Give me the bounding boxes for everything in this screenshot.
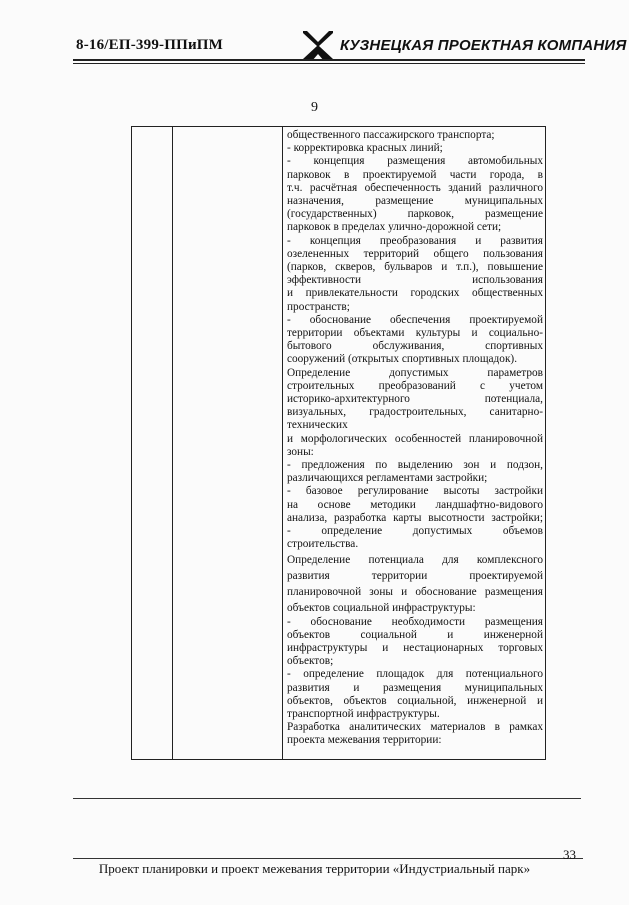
table-text-line: объектов социальной и инженерной — [287, 628, 543, 641]
table-text-line: и морфологических особенностей планировочной — [287, 432, 543, 445]
table-text-line: проекта межевания территории: — [287, 734, 442, 747]
table-text-line: - концепция преобразования и развития — [287, 234, 543, 247]
table-text-line: строительных преобразований с учетом — [287, 379, 543, 392]
header-rule-thin — [73, 63, 585, 64]
column-divider — [282, 127, 283, 759]
table-text-line: строительства. — [287, 538, 359, 551]
table-text-line: инфраструктуры и нестационарных торговых — [287, 641, 543, 654]
table-text-line: назначения, размещение муниципальных — [287, 195, 543, 208]
table-text-line: - корректировка красных линий; — [287, 142, 443, 155]
table-text-line: объектов; — [287, 655, 334, 668]
table-text-line: (парков, скверов, бульваров и т.п.), повышение — [287, 261, 543, 274]
table-text-line: т.ч. расчётная обеспеченность зданий различного — [287, 181, 543, 194]
column-divider — [172, 127, 173, 759]
table-text-line: технических — [287, 419, 348, 432]
table-text-line: пространств; — [287, 300, 350, 313]
table-text-line: эффективности использования — [287, 274, 543, 287]
content-table — [131, 126, 546, 760]
company-logo-icon — [303, 31, 333, 61]
footer-rule-bottom — [73, 858, 583, 859]
sheet-number: 33 — [563, 847, 576, 862]
table-text-line: анализа, разработка карты высотности застройки; — [287, 511, 543, 524]
table-text-line: общественного пассажирского транспорта; — [287, 129, 495, 141]
table-text-line: транспортной инфраструктуры. — [287, 707, 440, 720]
table-text-line: парковок в пределах улично-дорожной сети; — [287, 221, 502, 234]
table-text-line: парковок в проектируемой части города, в — [287, 168, 543, 181]
table-text-line: на основе методики ландшафтно-видового — [287, 498, 543, 511]
document-code: 8-16/ЕП-399-ППиПМ — [76, 37, 224, 53]
table-text-line: историко-архитектурного потенциала, — [287, 393, 543, 406]
table-text-line: (государственных) парковок, размещение — [287, 208, 543, 221]
table-text-line: Определение допустимых параметров — [287, 366, 543, 379]
footer-rule — [73, 798, 581, 799]
table-text-line: Разработка аналитических материалов в рамках — [287, 721, 543, 734]
company-name: КУЗНЕЦКАЯ ПРОЕКТНАЯ КОМПАНИЯ — [340, 37, 627, 54]
table-text-line: развития и размещения муниципальных — [287, 681, 543, 694]
page-number: 9 — [311, 100, 318, 115]
table-text-line: - определение площадок для потенциального — [287, 668, 543, 681]
table-text-line: Определение потенциала для комплексного — [287, 553, 543, 566]
table-text-line: объектов социальной инфраструктуры: — [287, 601, 476, 614]
table-text-line: развития территории проектируемой — [287, 569, 543, 582]
table-text-line: различающихся регламентами застройки; — [287, 472, 488, 485]
table-text-line: зоны: — [287, 445, 314, 458]
table-text-line: - обоснование обеспечения проектируемой — [287, 313, 543, 326]
table-text-line: планировочной зоны и обоснование размещения — [287, 585, 543, 598]
table-text-line: бытового обслуживания, спортивных — [287, 340, 543, 353]
table-text-line: визуальных, градостроительных, санитарно- — [287, 406, 543, 419]
table-text-line: - базовое регулирование высоты застройки — [287, 485, 543, 498]
header-rule — [73, 59, 585, 61]
table-text-line: и привлекательности городских общественных — [287, 287, 543, 300]
table-text-line: территории объектами культуры и социально- — [287, 327, 543, 340]
table-text-line: озелененных территорий общего пользования — [287, 247, 543, 260]
table-text-line: - обоснование необходимости размещения — [287, 615, 543, 628]
table-text-line: - определение допустимых объемов — [287, 525, 543, 538]
table-text-line: - концепция размещения автомобильных — [287, 155, 543, 168]
table-text-line: - предложения по выделению зон и подзон, — [287, 459, 543, 472]
table-cell-description — [287, 129, 543, 748]
table-text-line: сооружений (открытых спортивных площадок). — [287, 353, 518, 366]
footer-title: Проект планировки и проект межевания территории «Индустриальный парк» — [98, 861, 531, 876]
table-text-line: объектов, объектов социальной, инженерной и — [287, 694, 543, 707]
